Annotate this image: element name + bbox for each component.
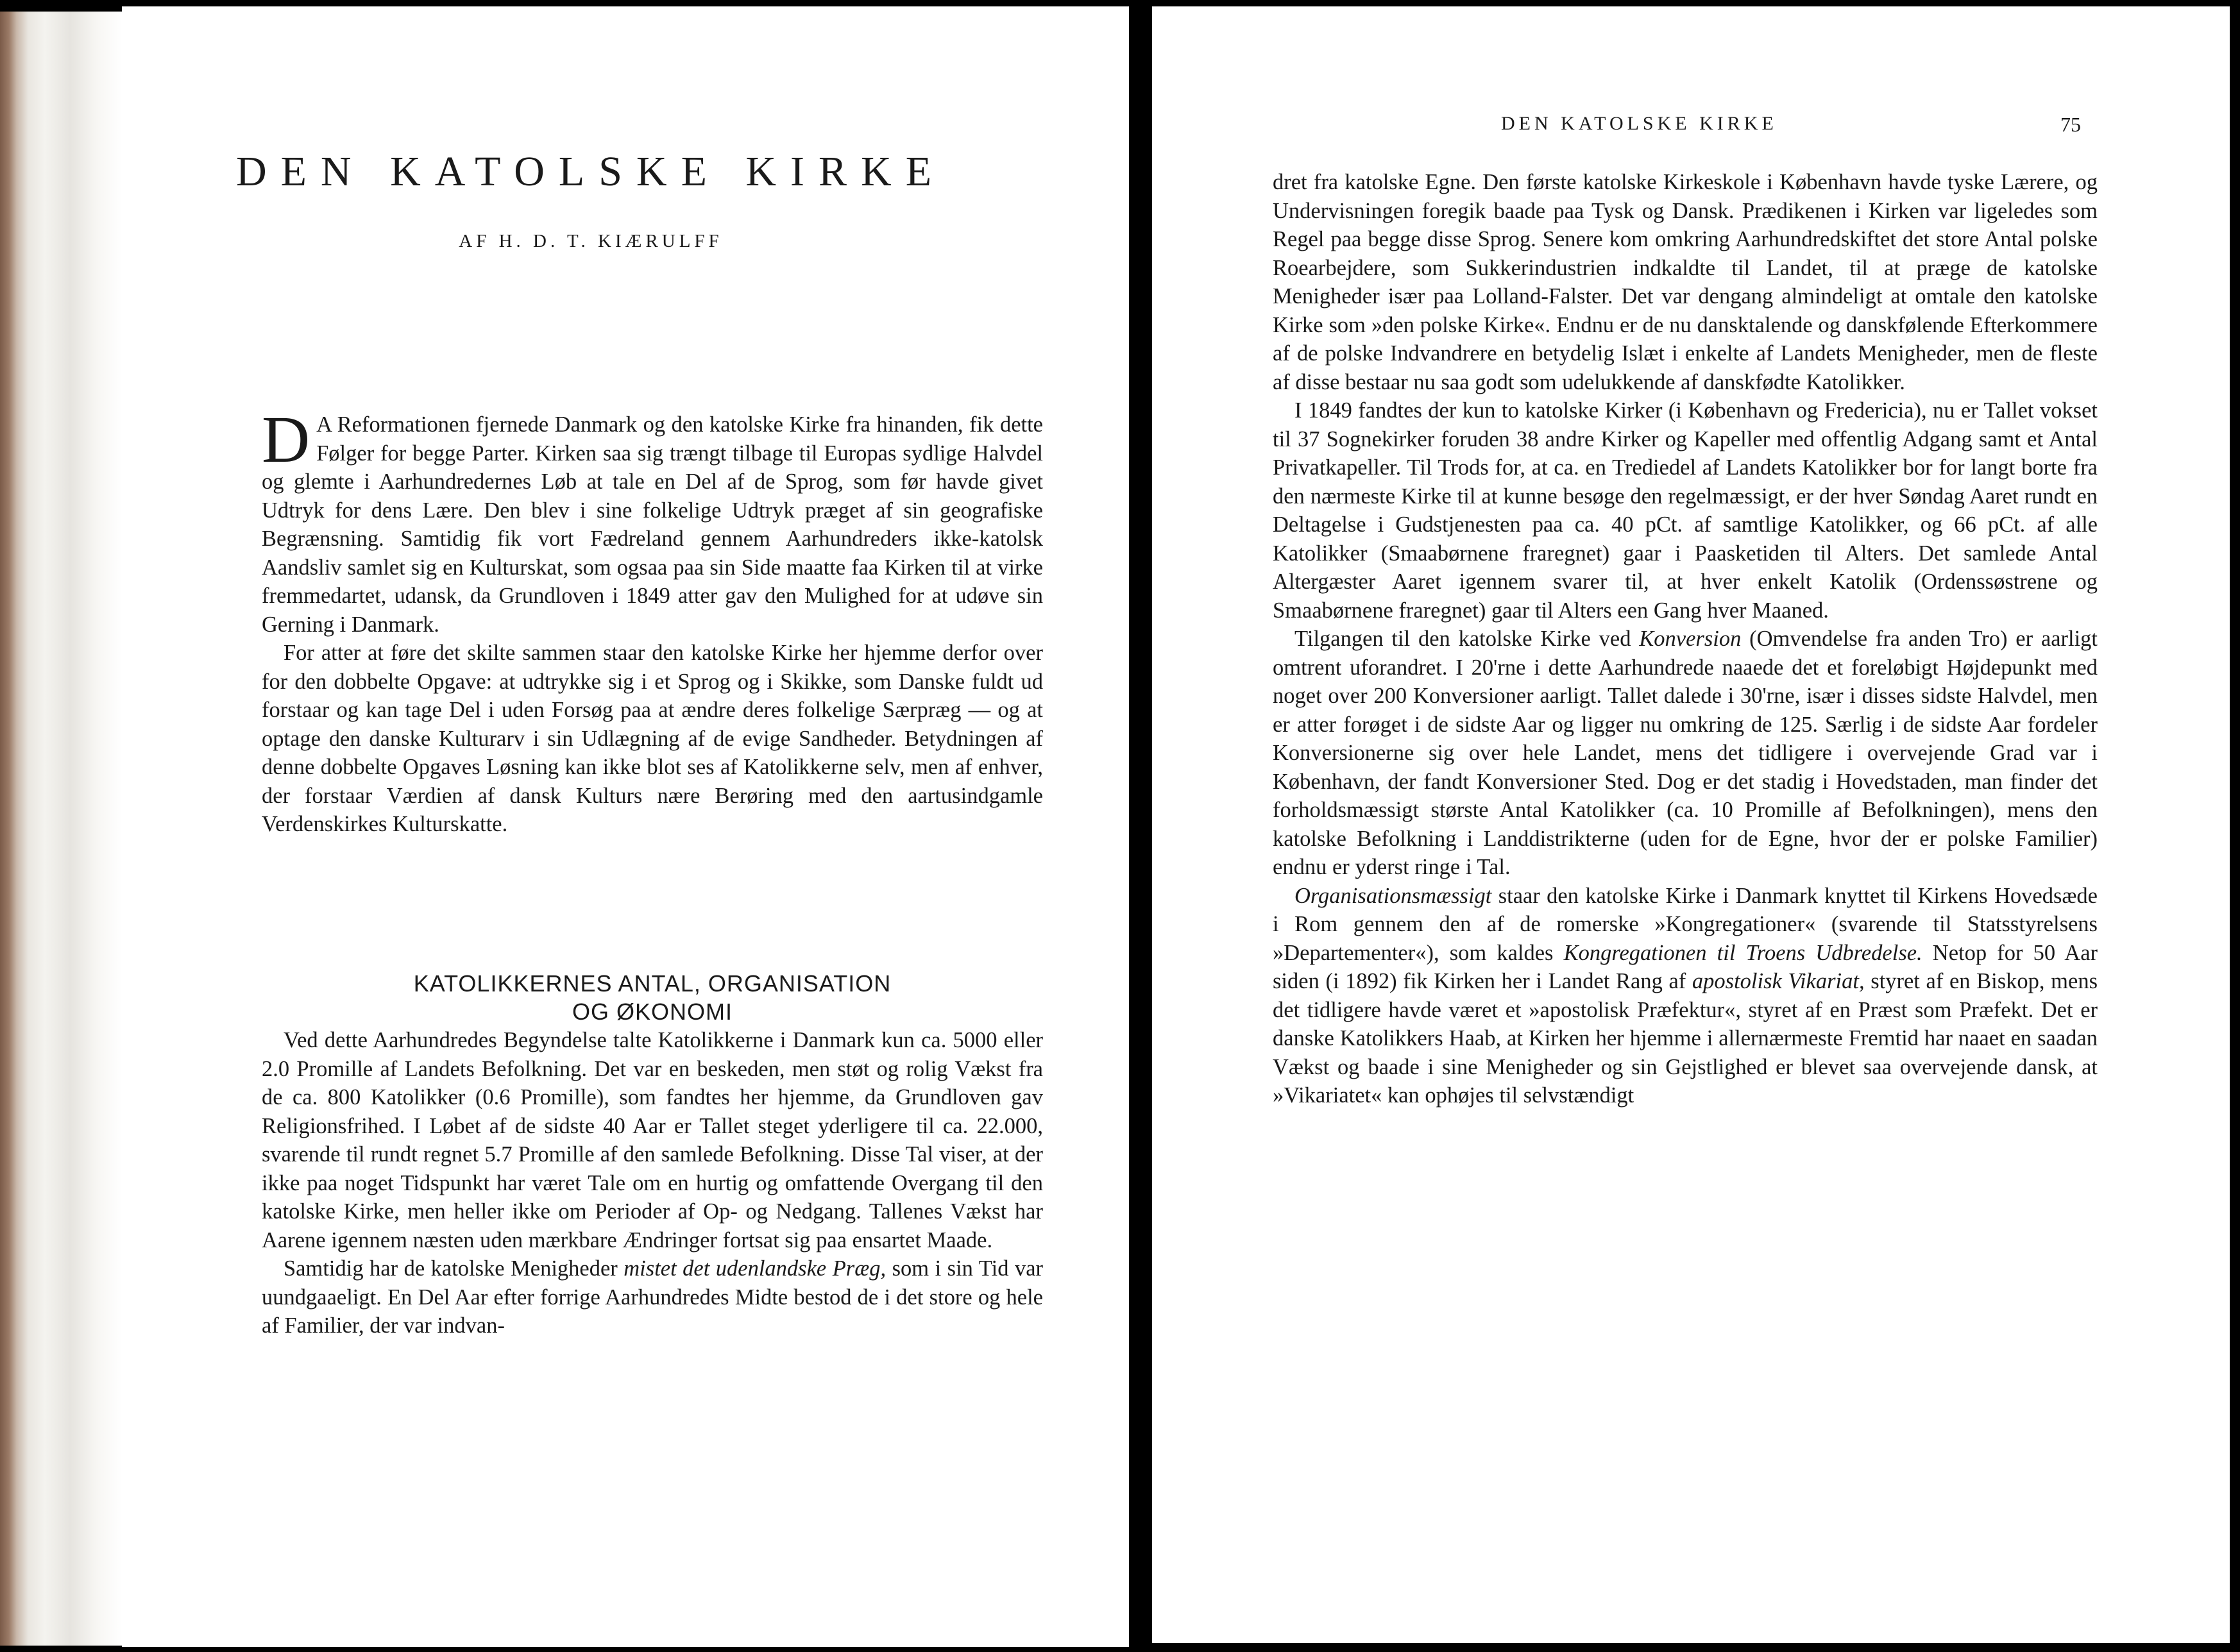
running-head: DEN KATOLSKE KIRKE [1501,113,1778,134]
drop-cap: D [262,403,310,476]
section-paragraph-2 [262,1254,1043,1340]
right-paragraph-3-text-a: Tilgangen til den katolske Kirke ved [1294,627,1640,651]
right-paragraph-4-text-b: Netop for 50 Aar siden (i 1892) fik Kirken her i Landet Rang af [1273,940,2098,993]
intro-paragraph-1-text: A Reformationen fjernede Danmark og den katolske Kirke fra hinanden, fik dette Følger for begge Parter. Kirken saa sig trængt tilbage til Europas sydlige Halvdel og glemte i Aarhundredernes Løb at tale en Del af de Sprog, som før havde givet Udtryk for dens Lære. Den blev i sine folkelige Udtryk præget af sin geografiske Begrænsning. Samtidig fik vort Fædreland gennem Aarhundreders ikke-katolsk Aandsliv samlet sig en Kulturskat, som ogsaa paa sin Side maatte faa Kirken til at virke fremmedartet, udansk, da Grundloven i 1849 atter gav den Mulighed for at udøve sin Gerning i Danmark. [262,412,1043,637]
book-gutter [1129,0,1152,1652]
section-body [262,1026,1043,1340]
section-paragraph-2-text-b: som i sin Tid var uundgaaeligt. En Del Aar efter forrige Aarhundredes Midte bestod de i det store og hele af Familier, der var indvan- [262,1256,1043,1338]
right-page-body [1273,168,2098,1110]
section-paragraph-1: Ved dette Aarhundredes Begyndelse talte Katolikkerne i Danmark kun ca. 5000 eller 2.0 Promille af Landets Befolkning. Det var en beskeden, men støt og rolig Vækst fra de ca. 800 Katolikker (0.6 Promille), som fandtes her hjemme, da Grundloven gav Religionsfrihed. I Løbet af de sidste 40 Aar er Tallet steget yderligere til ca. 22.000, svarende til rundt regnet 5.7 Promille af den samlede Befolkning. Disse Tal viser, at der ikke paa noget Tidspunkt har været Tale om en hurtig og omfattende Overgang til den katolske Kirke, men heller ikke om Perioder af Op- og Nedgang. Tallenes Vækst har Aarene igennem næsten uden mærkbare Ændringer fortsat sig paa ensartet Maade. [262,1028,1043,1252]
page-number: 75 [2060,113,2081,136]
section-paragraph-2-text-a: Samtidig har de katolske Menigheder [284,1256,624,1281]
right-paragraph-2: I 1849 fandtes der kun to katolske Kirker (i København og Fredericia), nu er Tallet vokset til 37 Sognekirker foruden 38 andre Kirker og Kapeller med offentlig Adgang samt et Antal Privatkapeller. Til Trods for, at ca. en Trediedel af Landets Katolikker bor for langt borte fra den nærmeste Kirke til at kunne besøge den regelmæssigt, er der hver Søndag Aaret rundt en Deltagelse i Gudstjenesten paa ca. 40 pCt. af samtlige Katolikker, og 66 pCt. af alle Katolikker (Smaabørnene fraregnet) gaar i Paasketiden til Alters. Det samlede Antal Altergæster Aaret igennem svarer til, at hver enkelt Katolik (Ordenssøstrene og Smaabørnene fraregnet) gaar til Alters een Gang hver Maaned. [1273,398,2098,623]
article-byline: AF H. D. T. KIÆRULFF [459,231,723,251]
right-paragraph-4-text-c: styret af en Biskop, mens det tidligere havde været et »apostolisk Præfektur«, styret af en Præst som Præfekt. Det er danske Katolikkers Haab, at Kirken her hjemme i allernærmeste Fremtid har naaet en saadan Vækst og baade i sine Menigheder og sin Gejstlighed er blevet saa overvejende dansk, at »Vikariatet« kan ophøjes til selvstændigt [1273,969,2098,1108]
right-paragraph-4-emphasis-1: Organisationsmæssigt [1294,883,1492,908]
right-paragraph-4 [1273,882,2098,1110]
right-paragraph-4-emphasis-3: apostolisk Vikariat, [1692,969,1865,993]
article-title: DEN KATOLSKE KIRKE [235,148,946,195]
intro-paragraph-2: For atter at føre det skilte sammen staar den katolske Kirke her hjemme derfor over for den dobbelte Opgave: at udtrykke sig i et Sprog og i Skikke, som Danske fuldt ud forstaar og kan tage Del i uden Forsøg paa at ændre deres folkelige Særpræg — og at optage den danske Kulturarv i sin Udlægning af de evige Sandheder. Betydningen af denne dobbelte Opgaves Løsning kan ikke blot ses af Katolikkerne selv, men af enhver, der forstaar Værdien af dansk Kulturs nære Berøring med den aartusindgamle Verdenskirkes Kulturskatte. [262,641,1043,836]
right-paragraph-3-text-b: (Omvendelse fra anden Tro) er aarligt omtrent uforandret. I 20'rne i dette Aarhundrede naaede det et foreløbigt Højdepunkt med noget over 200 Konversioner aarligt. Tallet dalede i 30'rne, især i disses sidste Halvdel, men er atter forøget i de sidste Aar og ligger nu omkring de 125. Særlig i de sidste Aar fordeler Konversionerne sig over hele Landet, mens det tidligere i overvejende Grad var i København, der fandt Konversioner Sted. Dog er det stadig i Hovedstaden, man finder det forholdsmæssigt største Antal Katolikker (ca. 10 Promille af Befolkningen), mens den katolske Befolkning i Landdistrikterne (uden for de Egne, hvor der er polske Familier) endnu er yderst ringe i Tal. [1273,627,2098,879]
right-paragraph-4-emphasis-2: Kongregationen til Troens Udbredelse. [1563,940,1922,965]
section-heading-line-2: OG ØKONOMI [572,999,733,1025]
section-heading [262,970,1043,1026]
right-paragraph-4-text-a: staar den katolske Kirke i Danmark knyttet til Kirkens Hovedsæde i Rom gennem den af de romerske »Kongregationer« (svarende til Statsstyrelsens »Departementer«), som kaldes [1273,883,2098,965]
intro-section [262,403,1043,839]
section-heading-line-1: KATOLIKKERNES ANTAL, ORGANISATION [413,970,892,997]
book-page-edges [0,12,122,1646]
right-paragraph-3-emphasis: Konversion [1639,627,1742,651]
intro-paragraph-1 [262,403,1043,639]
right-paragraph-3 [1273,625,2098,882]
right-paragraph-1: dret fra katolske Egne. Den første katolske Kirkeskole i København havde tyske Lærere, og Undervisningen foregik baade paa Tysk og Dansk. Prædikenen i Kirken var ligeledes som Regel paa begge disse Sprog. Senere kom omkring Aarhundredskiftet det store Antal polske Roearbejdere, som Sukkerindustrien indkaldte til Landet, til at præge de katolske Menigheder især paa Lolland-Falster. Det var dengang almindeligt at omtale den katolske Kirke som »den polske Kirke«. Endnu er de nu dansktalende og danskfølende Efterkommere af de polske Indvandrere en betydelig Islæt i enkelte af Landets Menigheder, men de fleste af disse bestaar nu saa godt som udelukkende af danskfødte Katolikker. [1273,170,2098,394]
section-paragraph-2-emphasis: mistet det udenlandske Præg, [624,1256,887,1281]
